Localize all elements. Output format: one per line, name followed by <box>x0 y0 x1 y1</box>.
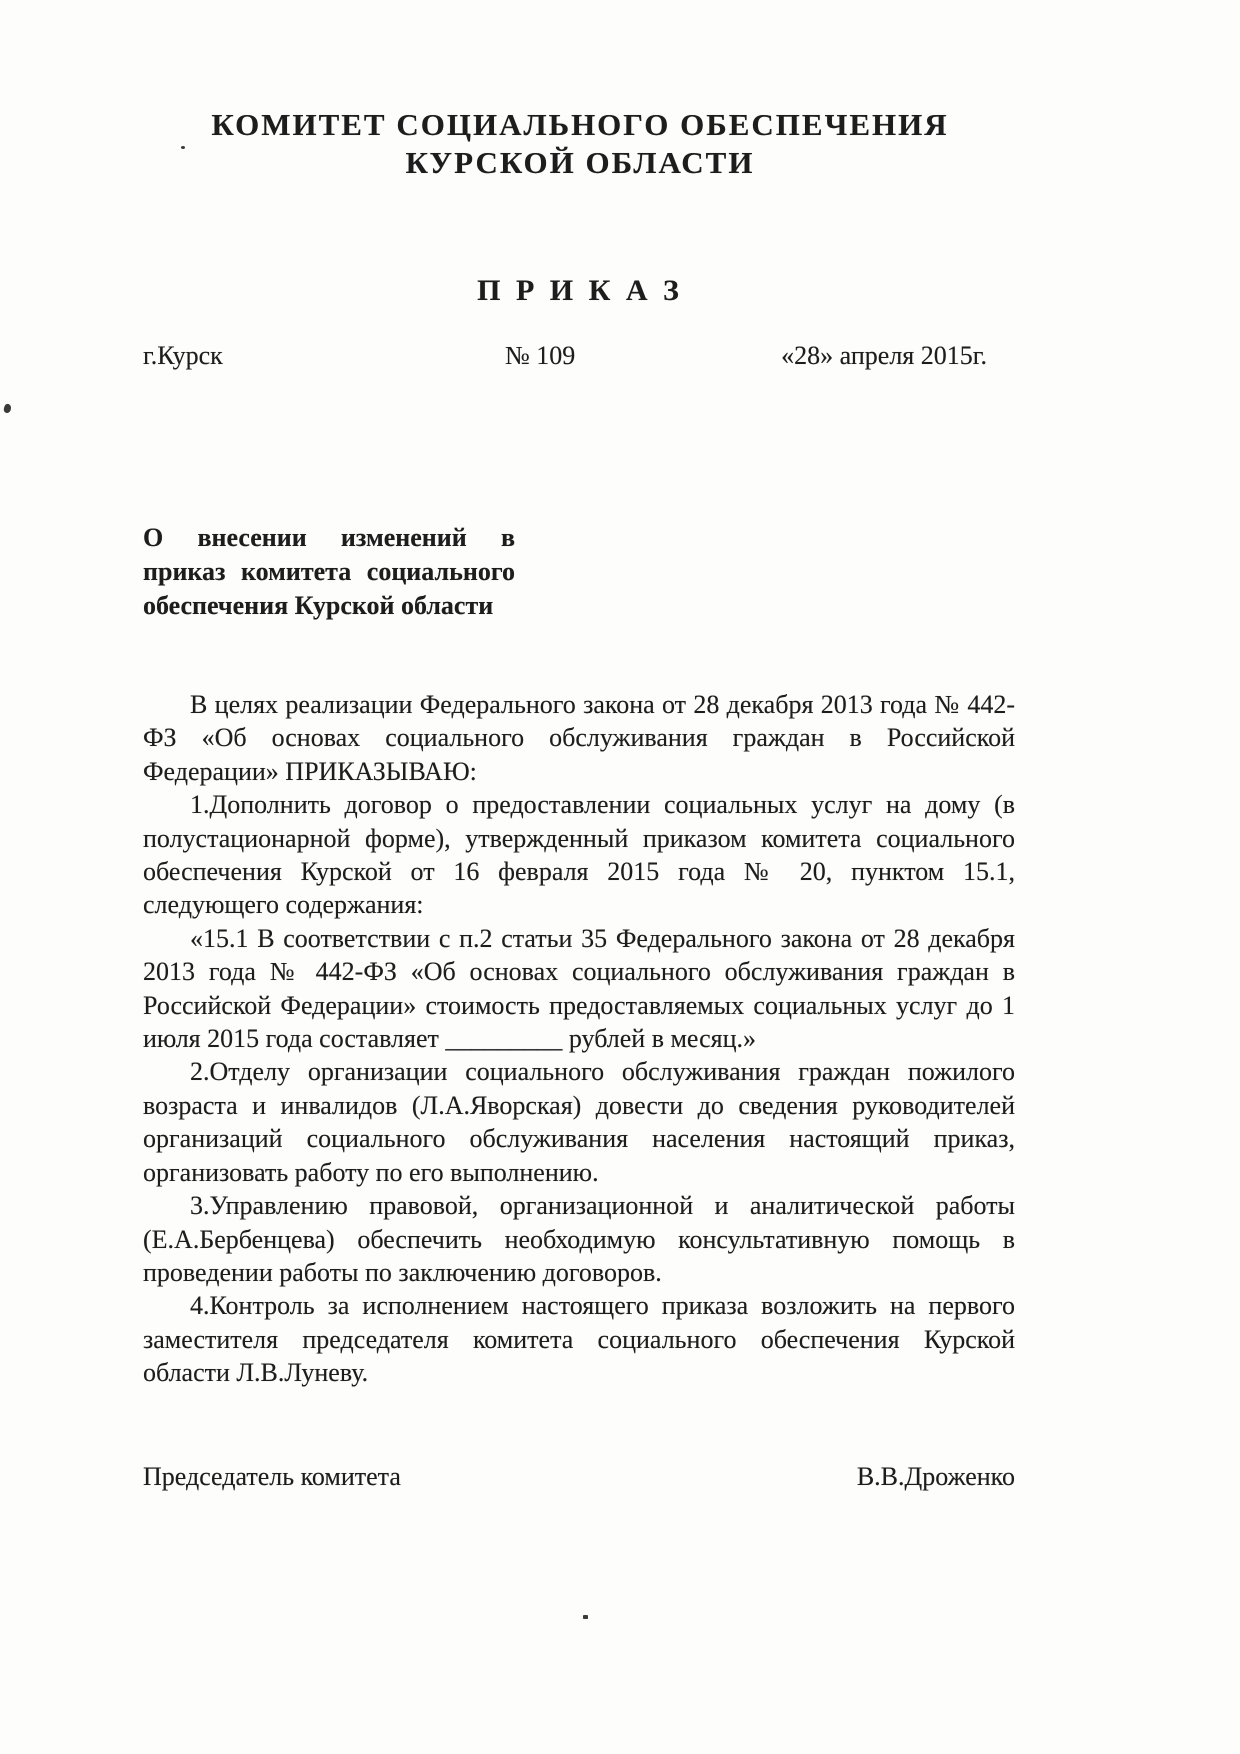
scan-speck <box>583 1615 588 1619</box>
signature-title: Председатель комитета <box>143 1462 401 1491</box>
subject-line: приказ комитета социального <box>143 557 515 586</box>
paragraph-item-4: 4.Контроль за исполнением настоящего приказа возложить на первого заместителя председателя комитета социального обеспечения Курской области Л.В.Луневу. <box>143 1291 1015 1388</box>
subject-block <box>143 521 515 623</box>
meta-document-number: № 109 <box>505 341 576 370</box>
organization-header <box>120 106 1040 182</box>
meta-city: г.Курск <box>143 341 223 370</box>
paragraph-item-2: 2.Отделу организации социального обслуживания граждан пожилого возраста и инвалидов (Л.А.Яворская) довести до сведения руководителей организаций социального обслуживания населения настоящий приказ, организовать работу по его выполнению. <box>143 1057 1015 1187</box>
document-type-title: П Р И К А З <box>477 274 683 307</box>
document-body <box>143 688 1015 1390</box>
organization-name-line1: КОМИТЕТ СОЦИАЛЬНОГО ОБЕСПЕЧЕНИЯ <box>211 107 949 142</box>
paragraph-item-3: 3.Управлению правовой, организационной и аналитической работы (Е.А.Бербенцева) обеспечить необходимую консультативную помощь в проведении работы по заключению договоров. <box>143 1191 1015 1287</box>
signature-row <box>143 1462 1015 1492</box>
paragraph-preamble: В целях реализации Федерального закона от 28 декабря 2013 года № 442-ФЗ «Об основах социального обслуживания граждан в Российской Федерации» ПРИКАЗЫВАЮ: <box>143 690 1015 786</box>
scan-speck <box>3 403 13 414</box>
meta-date: «28» апреля 2015г. <box>781 341 987 370</box>
subject-line: О внесении изменений в <box>143 523 515 552</box>
organization-name-line2: КУРСКОЙ ОБЛАСТИ <box>405 145 755 180</box>
subject-line: обеспечения Курской области <box>143 591 494 620</box>
paragraph-item-15-1: «15.1 В соответствии с п.2 статьи 35 Федерального закона от 28 декабря 2013 года № 442-ФЗ «Об основах социального обслуживания граждан в Российской Федерации» стоимость предоставляемых социальных услуг до 1 июля 2015 года составляет _________ рублей в месяц.» <box>143 923 1015 1054</box>
signature-name: В.В.Дроженко <box>856 1462 1015 1491</box>
meta-row <box>143 341 1015 375</box>
paragraph-item-1: 1.Дополнить договор о предоставлении социальных услуг на дому (в полустационарной форме), утвержденный приказом комитета социального обеспечения Курской от 16 февраля 2015 года № 20, пунктом 15.1, следующего содержания: <box>143 790 1015 920</box>
